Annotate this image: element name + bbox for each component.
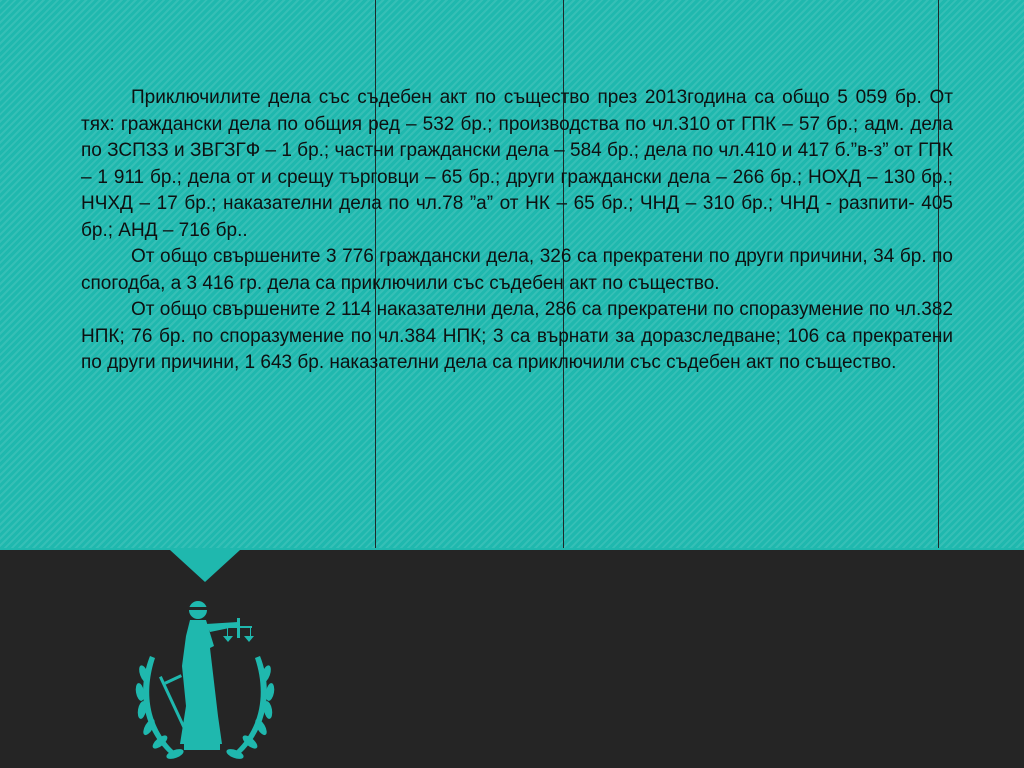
paragraph: От общо свършените 3 776 граждански дела, 326 са прекратени по други причини, 34 бр. по спогодба, а 3 416 гр. дела са приключили със съдебен акт по същество. (81, 246, 953, 294)
lady-justice-icon (130, 596, 280, 768)
document-body (81, 85, 953, 377)
speech-notch (0, 548, 1024, 588)
paragraph: Приключилите дела със съдебен акт по същество през 2013година са общо 5 059 бр. От тях: граждански дела по общия ред – 532 бр.; производства по чл.310 от ГПК – 57 бр.; адм. дела по ЗСПЗЗ и ЗВГЗГФ – 1 бр.; частни граждански дела – 584 бр.; дела по чл.410 и 417 б.”в-з” от ГПК – 1 911 бр.; дела от и срещу търговци – 65 бр.; други граждански дела – 266 бр.; НОХД – 130 бр.; НЧХД – 17 бр.; наказателни дела по чл.78 ”а” от НК – 65 бр.; ЧНД – 310 бр.; ЧНД - разпити- 405 бр.; АНД – 716 бр.. (81, 87, 953, 241)
paragraph: От общо свършените 2 114 наказателни дела, 286 са прекратени по споразумение по чл.382 НПК; 76 бр. по споразумение по чл.384 НПК; 3 са върнати за доразследване; 106 са прекратени по други причини, 1 643 бр. наказателни дела са приключили със съдебен акт по същество. (81, 299, 953, 373)
